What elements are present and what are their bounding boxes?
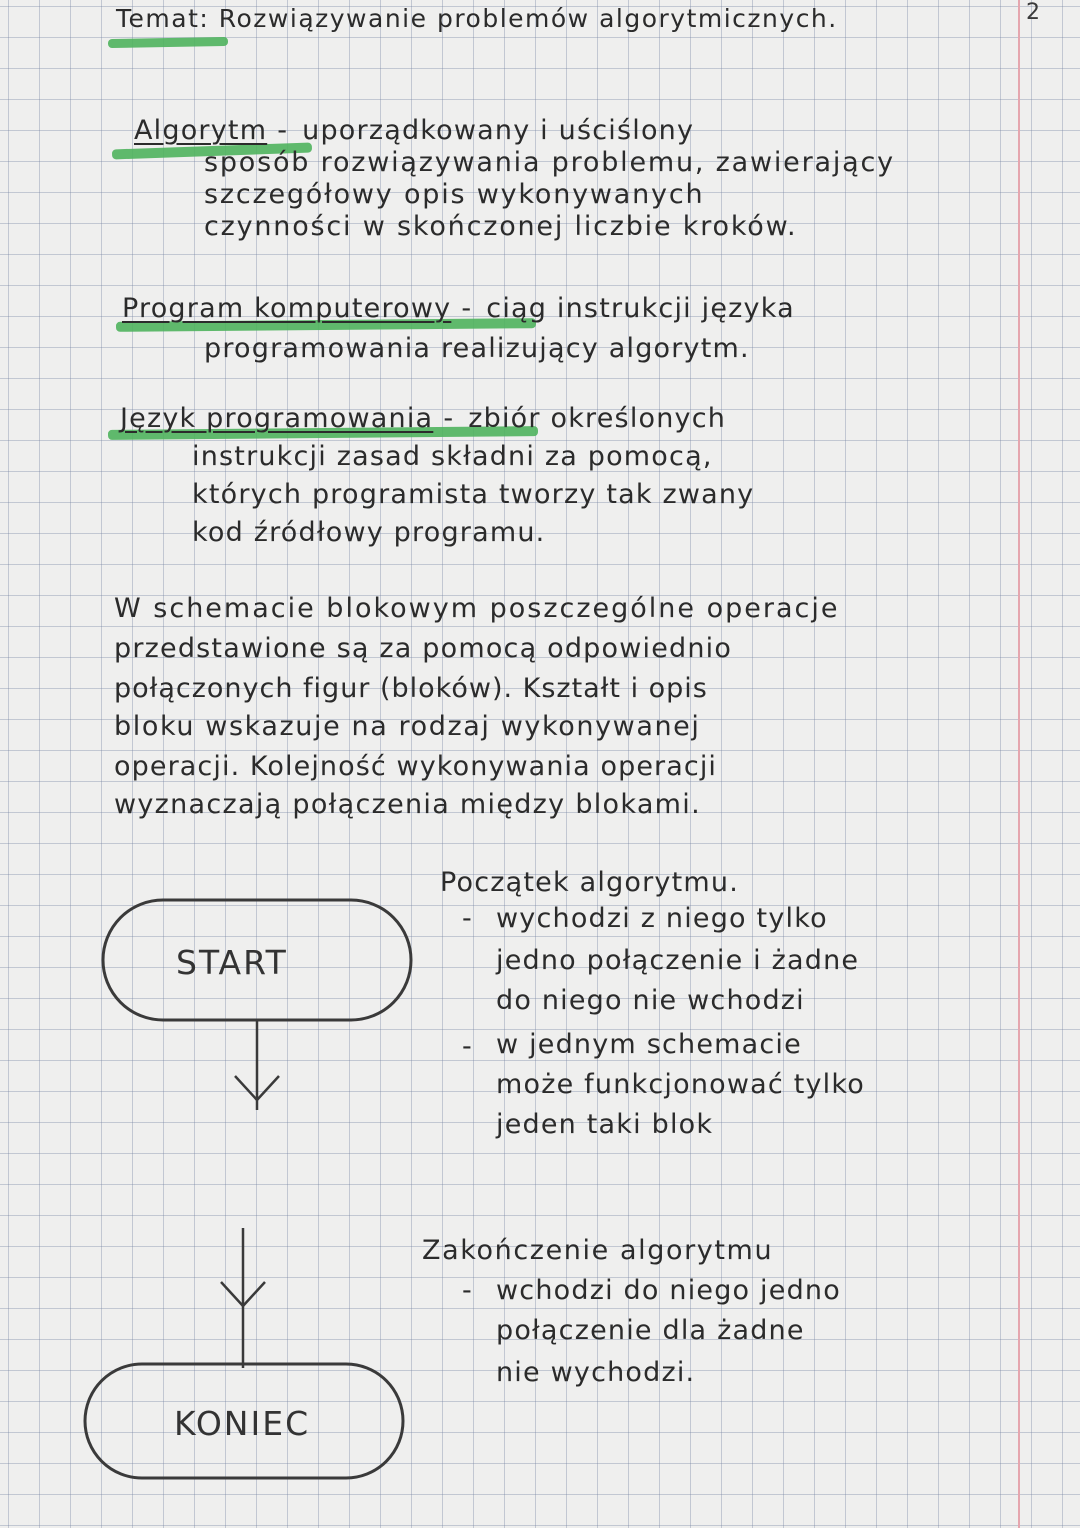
note-dash: - <box>462 1275 473 1306</box>
definition-separator: - <box>277 115 289 146</box>
definition-algorytm-line: czynności w skończonej liczbie kroków. <box>204 211 798 242</box>
note-start-line: wychodzi z niego tylko <box>496 903 828 934</box>
definition-text: uporządkowany i uściślony <box>302 115 695 146</box>
end-block-label: KONIEC <box>174 1404 311 1443</box>
definition-jezyk-line: kod źródłowy programu. <box>192 517 546 548</box>
definition-separator: - <box>443 403 455 434</box>
definition-term: Program komputerowy <box>122 293 452 324</box>
note-dash: - <box>462 1031 473 1062</box>
note-start-line: do niego nie wchodzi <box>496 985 805 1016</box>
definition-text: ciąg instrukcji języka <box>486 293 795 324</box>
note-dash: - <box>462 903 473 934</box>
page-number: 2 <box>1026 0 1040 25</box>
paragraph-line: przedstawione są za pomocą odpowiednio <box>114 633 733 664</box>
paragraph-line: wyznaczają połączenia między blokami. <box>114 789 701 820</box>
paragraph-line: połączonych figur (bloków). Kształt i opis <box>114 673 708 704</box>
definition-algorytm-line: sposób rozwiązywania problemu, zawierający <box>204 147 895 178</box>
start-block-label: START <box>176 943 288 982</box>
definition-jezyk-line: których programista tworzy tak zwany <box>192 479 755 510</box>
definition-program-line: programowania realizujący algorytm. <box>204 333 750 364</box>
note-end-line: wchodzi do niego jedno <box>496 1275 841 1306</box>
note-start-title: Początek algorytmu. <box>440 867 739 898</box>
paragraph-line: W schemacie blokowym poszczególne operacje <box>114 593 840 624</box>
note-start-line: jeden taki blok <box>496 1109 714 1140</box>
note-end-line: połączenie dla żadne <box>496 1315 805 1346</box>
paragraph-line: operacji. Kolejność wykonywania operacji <box>114 751 718 782</box>
definition-jezyk-line: instrukcji zasad składni za pomocą, <box>192 441 713 472</box>
note-start-line: może funkcjonować tylko <box>496 1069 865 1100</box>
paragraph-line: bloku wskazuje na rodzaj wykonywanej <box>114 711 701 742</box>
note-end-title: Zakończenie algorytmu <box>422 1235 774 1266</box>
definition-algorytm-line: szczegółowy opis wykonywanych <box>204 179 705 210</box>
definition-separator: - <box>461 293 473 324</box>
note-start-line: w jednym schemacie <box>496 1029 802 1060</box>
topic-label: Temat: <box>116 4 210 33</box>
topic-title: Rozwiązywanie problemów algorytmicznych. <box>218 4 838 33</box>
definition-text: zbiór określonych <box>468 403 727 434</box>
note-start-line: jedno połączenie i żadne <box>496 945 860 976</box>
note-end-line: nie wychodzi. <box>496 1357 696 1388</box>
definition-term: Język programowania <box>120 403 434 434</box>
definition-term: Algorytm <box>134 115 268 146</box>
